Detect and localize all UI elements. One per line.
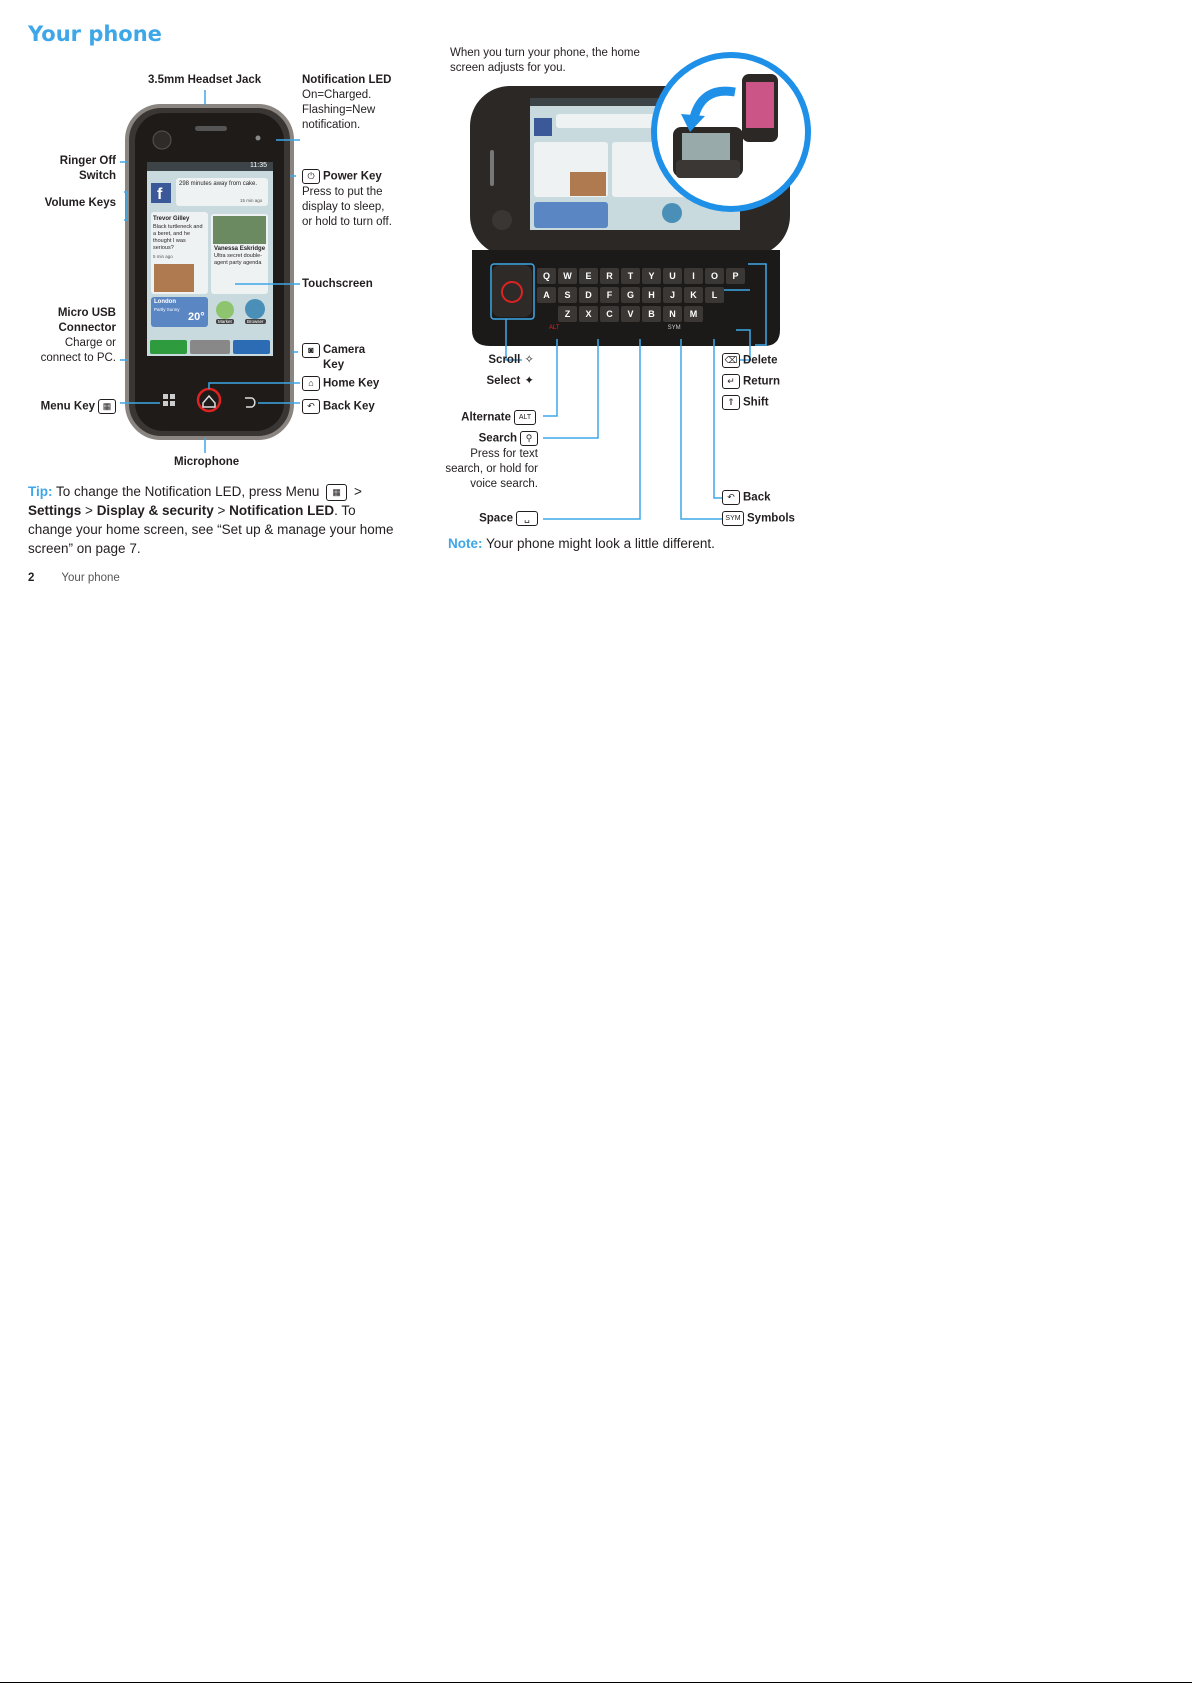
label-return	[722, 374, 780, 390]
tip-text2: . To change your home screen, see “Set up & manage your home screen” on page 7.	[28, 503, 394, 556]
contact2-text: Ultra secret double-agent party agenda	[214, 253, 262, 266]
notification-led-title: Notification LED	[302, 74, 392, 86]
power-icon: ⏻	[302, 169, 320, 184]
camera-icon: ◙	[302, 343, 320, 358]
label-ringer-off: Ringer Off Switch	[59, 155, 116, 182]
key-f[interactable]: F	[600, 287, 619, 303]
space-icon: ␣	[516, 511, 538, 526]
key-n[interactable]: N	[663, 306, 682, 322]
contact2-name: Vanessa Eskridge	[214, 246, 266, 252]
rotate-intro: When you turn your phone, the home screen adjusts for you.	[450, 47, 640, 74]
keyboard-row	[537, 268, 763, 284]
label-headset-jack: 3.5mm Headset Jack	[148, 74, 262, 86]
label-camera-key	[302, 343, 382, 373]
key-d[interactable]: D	[579, 287, 598, 303]
key-p[interactable]: P	[726, 268, 745, 284]
key-g[interactable]: G	[621, 287, 640, 303]
alternate-title: Alternate	[461, 411, 511, 424]
tip-label: Tip:	[28, 484, 53, 499]
weather-desc: Partly Sunny	[154, 307, 180, 312]
key-k[interactable]: K	[684, 287, 703, 303]
key-b[interactable]: B	[642, 306, 661, 322]
back-icon: ↶	[722, 490, 740, 505]
note-text: Your phone might look a little different.	[486, 536, 715, 551]
key-i[interactable]: I	[684, 268, 703, 284]
keyboard	[537, 268, 763, 331]
key-r[interactable]: R	[600, 268, 619, 284]
symbols-title: Symbols	[747, 512, 795, 525]
footer-section: Your phone	[61, 572, 120, 584]
key-l[interactable]: L	[705, 287, 724, 303]
home-key-title: Home Key	[323, 377, 380, 390]
label-menu-key	[20, 399, 116, 415]
return-title: Return	[743, 375, 781, 388]
tip-gt1: >	[353, 484, 362, 499]
svg-text:f: f	[157, 186, 163, 203]
app-market[interactable]: Market	[218, 319, 232, 324]
search-desc: Press for text search, or hold for voice search.	[445, 447, 538, 490]
contact1-name: Trevor Gilley	[153, 216, 190, 222]
label-microphone: Microphone	[174, 456, 240, 468]
search-title: Search	[478, 432, 517, 445]
tip-notification-led: Notification LED	[229, 503, 335, 518]
label-power-key	[302, 169, 394, 230]
label-micro-usb	[30, 306, 116, 366]
scroll-icon: ✧	[524, 354, 534, 366]
label-notification-led	[302, 73, 392, 133]
page-number: 2	[28, 572, 35, 584]
key-x[interactable]: X	[579, 306, 598, 322]
micro-usb-title: Micro USB Connector	[57, 307, 116, 334]
select-icon: ✦	[524, 375, 534, 387]
page-footer	[28, 572, 120, 584]
label-shift	[722, 395, 769, 411]
label-space	[420, 511, 538, 527]
fb-time: 15 min ago	[240, 198, 263, 203]
label-alternate	[420, 410, 536, 426]
space-title: Space	[479, 512, 513, 525]
note-paragraph	[448, 536, 715, 551]
label-back	[722, 490, 771, 506]
label-delete	[722, 353, 778, 369]
select-title: Select	[486, 375, 521, 387]
label-search	[420, 431, 538, 492]
shift-icon: ⇑	[722, 395, 740, 410]
keyboard-row	[537, 306, 763, 322]
sym-key[interactable]: SYM	[667, 325, 681, 331]
tip-gt3: >	[217, 503, 226, 518]
fb-message: 298 minutes away from cake.	[179, 181, 258, 187]
key-t[interactable]: T	[621, 268, 640, 284]
back-title: Back	[743, 491, 771, 504]
search-icon: ⚲	[520, 431, 538, 446]
key-z[interactable]: Z	[558, 306, 577, 322]
weather-temp: 20°	[188, 311, 205, 323]
delete-icon: ⌫	[722, 353, 740, 368]
power-key-desc: Press to put the display to sleep, or hold to turn off.	[302, 185, 392, 228]
label-home-key	[302, 376, 379, 392]
key-v[interactable]: V	[621, 306, 640, 322]
tip-display-security: Display & security	[96, 503, 214, 518]
menu-key-title: Menu Key	[40, 400, 95, 413]
key-s[interactable]: S	[558, 287, 577, 303]
page-edge-line	[0, 1682, 1192, 1683]
scroll-title: Scroll	[488, 354, 521, 366]
label-touchscreen: Touchscreen	[302, 278, 373, 290]
keyboard-bottom-row	[537, 325, 763, 331]
key-o[interactable]: O	[705, 268, 724, 284]
alt-key[interactable]: ALT	[549, 325, 560, 331]
page-title: Your phone	[28, 22, 162, 46]
rotation-inset	[654, 55, 808, 209]
weather-city: London	[154, 299, 176, 305]
alt-icon: ALT	[514, 410, 536, 425]
key-m[interactable]: M	[684, 306, 703, 322]
back-icon: ↶	[302, 399, 320, 414]
key-j[interactable]: J	[663, 287, 682, 303]
key-w[interactable]: W	[558, 268, 577, 284]
tip-settings: Settings	[28, 503, 82, 518]
shift-title: Shift	[743, 396, 769, 409]
note-label: Note:	[448, 536, 483, 551]
sym-icon: SYM	[722, 511, 744, 526]
key-q[interactable]: Q	[537, 268, 556, 284]
status-clock: 11:35	[250, 162, 267, 169]
key-u[interactable]: U	[663, 268, 682, 284]
menu-icon: ▦	[326, 484, 347, 501]
key-y[interactable]: Y	[642, 268, 661, 284]
return-icon: ↵	[722, 374, 740, 389]
key-e[interactable]: E	[579, 268, 598, 284]
label-symbols	[722, 511, 795, 527]
label-back-key	[302, 399, 375, 415]
notification-led-desc: On=Charged. Flashing=New notification.	[302, 89, 376, 131]
keyboard-row	[537, 287, 763, 303]
tip-paragraph	[28, 482, 398, 558]
power-key-title: Power Key	[323, 170, 382, 183]
back-key-title: Back Key	[323, 400, 375, 413]
tip-text1: To change the Notification LED, press Menu	[56, 484, 320, 499]
label-volume-keys: Volume Keys	[44, 197, 116, 209]
delete-title: Delete	[743, 354, 778, 367]
contact1-time: 5 min ago	[153, 254, 173, 259]
label-select	[440, 374, 534, 389]
camera-key-title: Camera Key	[323, 344, 366, 371]
tip-gt2: >	[85, 503, 93, 518]
app-browser[interactable]: Browser	[247, 319, 264, 324]
home-icon: ⌂	[302, 376, 320, 391]
contact1-text: Black turtleneck and a beret, and he thought I was serious?	[153, 224, 203, 251]
key-c[interactable]: C	[600, 306, 619, 322]
micro-usb-desc: Charge or connect to PC.	[40, 337, 116, 364]
label-scroll	[440, 353, 534, 368]
key-h[interactable]: H	[642, 287, 661, 303]
key-a[interactable]: A	[537, 287, 556, 303]
menu-icon: ▦	[98, 399, 116, 414]
